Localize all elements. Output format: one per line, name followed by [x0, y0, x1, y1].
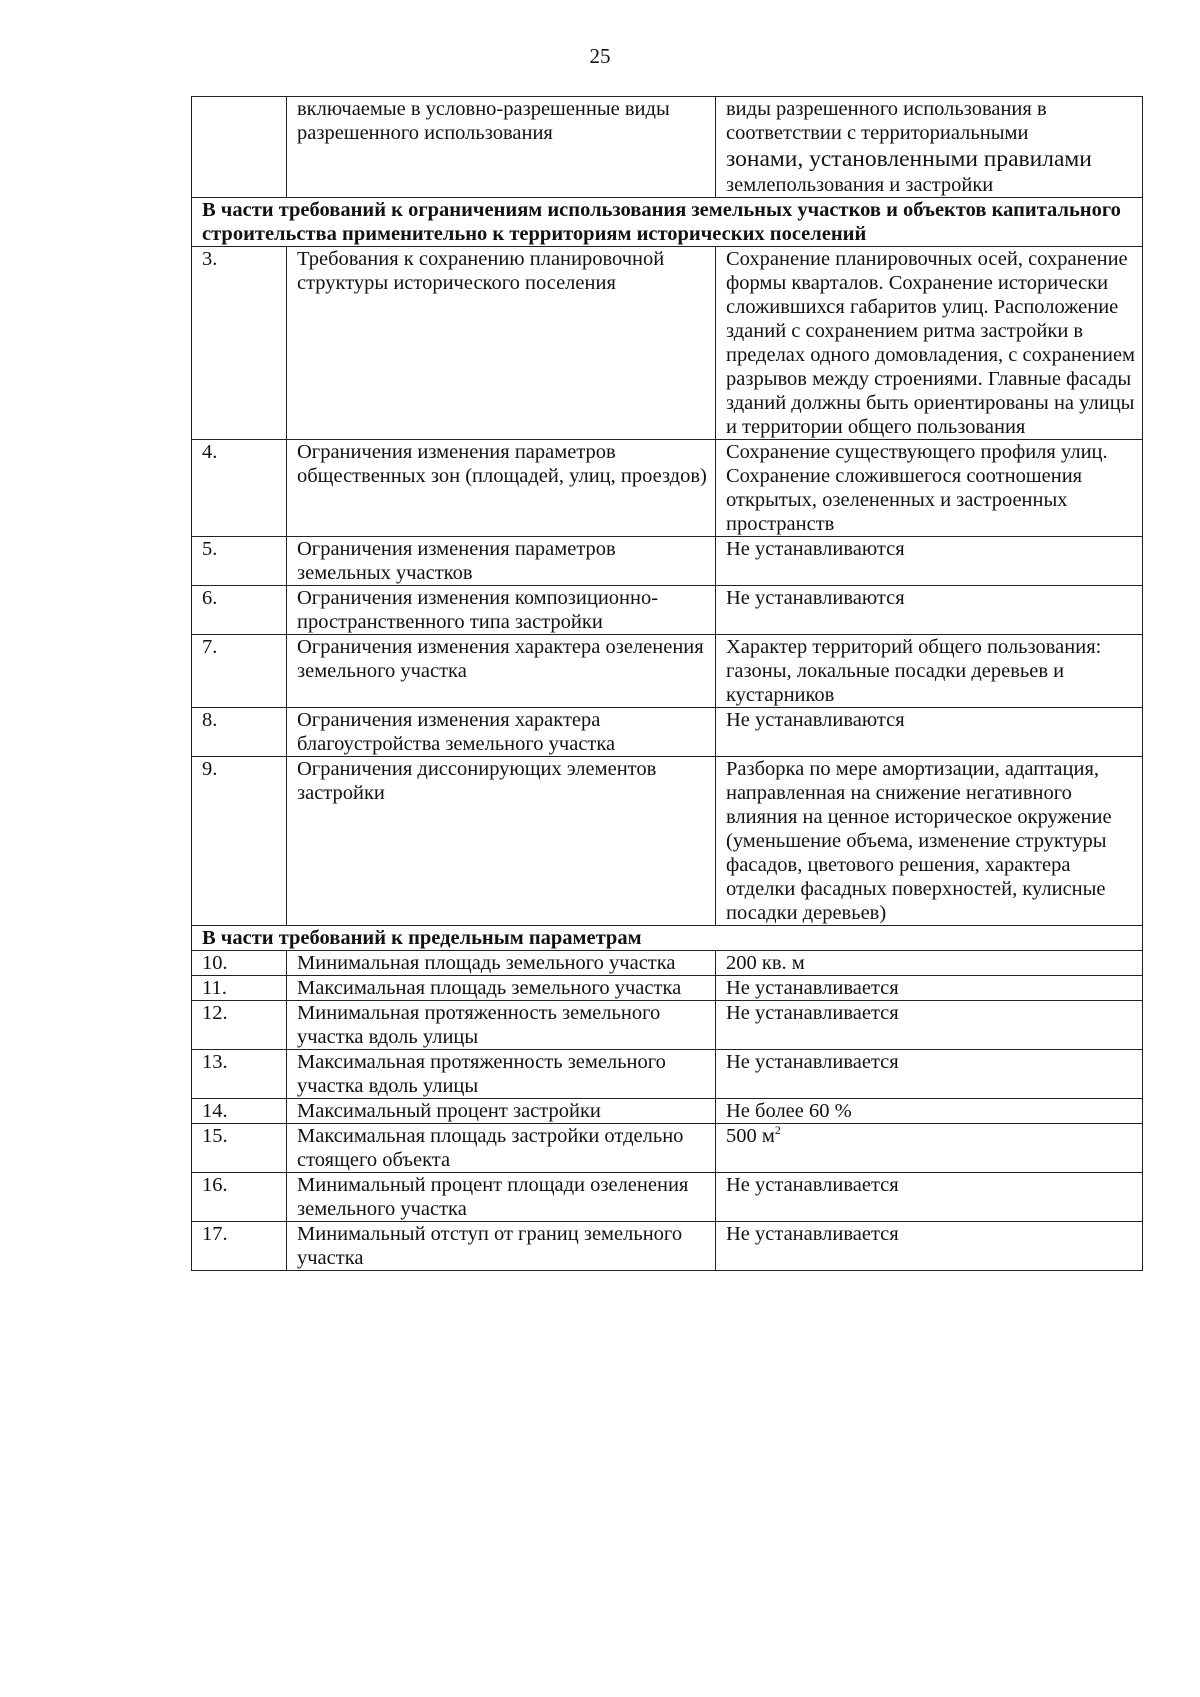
row-name — [287, 708, 716, 757]
row-number-text: 8. — [202, 709, 218, 731]
row-value-text: Не устанавливается — [726, 1174, 899, 1196]
row-value — [716, 951, 1143, 976]
row-number — [192, 1001, 287, 1050]
table-row — [192, 635, 1143, 708]
top-value-part-c: землепользования и застройки — [726, 174, 994, 196]
row-number — [192, 537, 287, 586]
section-heading-limits: В части требований к предельным параметрам — [192, 926, 1143, 951]
row-number-text: 4. — [202, 441, 218, 463]
row-name — [287, 757, 716, 926]
row-number-text: 15. — [202, 1125, 228, 1147]
row-name — [287, 1050, 716, 1099]
row-value-text: Не устанавливается — [726, 1002, 899, 1024]
row-number — [192, 1050, 287, 1099]
row-name — [287, 1099, 716, 1124]
row-number — [192, 1124, 287, 1173]
row-number-text: 9. — [202, 758, 218, 780]
row-number-text: 13. — [202, 1051, 228, 1073]
row-number-text: 11. — [202, 977, 227, 999]
row-value — [716, 1001, 1143, 1050]
table-row — [192, 586, 1143, 635]
row-value — [716, 1050, 1143, 1099]
row-name — [287, 1124, 716, 1173]
regulations-table — [191, 96, 1143, 1271]
table-row — [192, 440, 1143, 537]
row-value — [716, 1124, 1143, 1173]
column-name-cell: включаемые в условно-разрешенные виды разрешенного использования — [287, 97, 716, 198]
row-name — [287, 951, 716, 976]
table-row — [192, 708, 1143, 757]
row-name-text: Минимальный процент площади озеленения земельного участка — [297, 1174, 689, 1220]
row-number-text: 14. — [202, 1100, 228, 1122]
section-heading-historic: В части требований к ограничениям использования земельных участков и объектов капитального строительства применительно к территориям исторических поселений — [192, 198, 1143, 247]
row-value — [716, 247, 1143, 440]
table-row — [192, 1222, 1143, 1271]
section-row-limits — [192, 926, 1143, 951]
row-value-text: Не устанавливается — [726, 1051, 899, 1073]
row-number — [192, 951, 287, 976]
row-value — [716, 586, 1143, 635]
row-name-text: Минимальная площадь земельного участка — [297, 952, 676, 974]
row-value-text: Не устанавливаются — [726, 709, 905, 731]
row-name — [287, 635, 716, 708]
row-value — [716, 635, 1143, 708]
table-row — [192, 1001, 1143, 1050]
row-value — [716, 440, 1143, 537]
row-value-text: Не устанавливаются — [726, 587, 905, 609]
row-name-text: Требования к сохранению планировочной структуры исторического поселения — [297, 248, 665, 294]
empty-num-cell — [192, 97, 287, 198]
row-number — [192, 976, 287, 1001]
row-value — [716, 537, 1143, 586]
row-value — [716, 708, 1143, 757]
row-name — [287, 1001, 716, 1050]
row-number — [192, 1222, 287, 1271]
row-name — [287, 537, 716, 586]
row-name-text: Максимальная протяженность земельного участка вдоль улицы — [297, 1051, 666, 1097]
row-number — [192, 586, 287, 635]
row-number — [192, 757, 287, 926]
row-name-text: Ограничения диссонирующих элементов застройки — [297, 758, 657, 804]
row-name — [287, 586, 716, 635]
row-value-text: Не более 60 % — [726, 1100, 852, 1122]
row-name-text: Ограничения изменения характера озеленения земельного участка — [297, 636, 704, 682]
row-name — [287, 1222, 716, 1271]
row-number-text: 17. — [202, 1223, 228, 1245]
row-value — [716, 1173, 1143, 1222]
row-name-text: Максимальный процент застройки — [297, 1100, 601, 1122]
row-value — [716, 976, 1143, 1001]
row-number-text: 3. — [202, 248, 218, 270]
row-name-text: Минимальная протяженность земельного участка вдоль улицы — [297, 1002, 661, 1048]
table-row — [192, 1124, 1143, 1173]
row-name-text: Ограничения изменения характера благоустройства земельного участка — [297, 709, 616, 755]
table-row — [192, 1099, 1143, 1124]
table-row — [192, 976, 1143, 1001]
row-value-text: Сохранение планировочных осей, сохранение формы кварталов. Сохранение исторически сложившихся габаритов улиц. Расположение зданий с сохранением ритма застройки в пределах одного домовладения, с сохранением разрывов между строениями. Главные фасады зданий должны быть ориентированы на улицы и территории общего пользования — [726, 248, 1136, 438]
superscript-exponent: 2 — [774, 1123, 781, 1138]
table-row — [192, 951, 1143, 976]
row-value — [716, 1222, 1143, 1271]
row-name-text: Максимальная площадь земельного участка — [297, 977, 682, 999]
row-value-text: Не устанавливаются — [726, 538, 905, 560]
table-row — [192, 247, 1143, 440]
column-value-cell — [716, 97, 1143, 198]
top-value-part-a: виды разрешенного использования в соответствии с территориальными — [726, 98, 1047, 144]
row-number-text: 12. — [202, 1002, 228, 1024]
row-value-text: Не устанавливается — [726, 977, 899, 999]
row-number — [192, 1099, 287, 1124]
table-row — [192, 537, 1143, 586]
row-name — [287, 247, 716, 440]
section-row-historic — [192, 198, 1143, 247]
row-value-text: Характер территорий общего пользования: газоны, локальные посадки деревьев и кустарников — [726, 636, 1102, 706]
table-row — [192, 757, 1143, 926]
row-number — [192, 247, 287, 440]
page-number: 25 — [589, 44, 611, 68]
row-name — [287, 976, 716, 1001]
row-number — [192, 635, 287, 708]
table-row-header-continued — [192, 97, 1143, 198]
row-value-text: Не устанавливается — [726, 1223, 899, 1245]
row-number-text: 7. — [202, 636, 218, 658]
row-value-text: Разборка по мере амортизации, адаптация, направленная на снижение негативного влияния на ценное историческое окружение (уменьшение объема, изменение структуры фасадов, цветового решения, характера отделки фасадных поверхностей, кулисные посадки деревьев) — [726, 758, 1112, 924]
row-number — [192, 708, 287, 757]
row-name-text: Ограничения изменения параметров земельных участков — [297, 538, 616, 584]
row-value-text: 200 кв. м — [726, 952, 805, 974]
table-row — [192, 1173, 1143, 1222]
row-number-text: 5. — [202, 538, 218, 560]
row-number — [192, 440, 287, 537]
row-name-text: Минимальный отступ от границ земельного участка — [297, 1223, 683, 1269]
row-number-text: 16. — [202, 1174, 228, 1196]
row-value — [716, 757, 1143, 926]
row-number-text: 6. — [202, 587, 218, 609]
row-number — [192, 1173, 287, 1222]
row-value — [716, 1099, 1143, 1124]
row-name-text: Максимальная площадь застройки отдельно стоящего объекта — [297, 1125, 684, 1171]
row-name — [287, 440, 716, 537]
row-value-text: 500 м — [726, 1125, 775, 1147]
top-value-part-b: зонами, установленными правилами — [726, 146, 1092, 172]
row-value-text: Сохранение существующего профиля улиц. Сохранение сложившегося соотношения открытых, озелененных и застроенных пространств — [726, 441, 1108, 535]
row-number-text: 10. — [202, 952, 228, 974]
row-name-text: Ограничения изменения композиционно-пространственного типа застройки — [297, 587, 659, 633]
row-name — [287, 1173, 716, 1222]
row-name-text: Ограничения изменения параметров общественных зон (площадей, улиц, проездов) — [297, 441, 707, 487]
table-row — [192, 1050, 1143, 1099]
